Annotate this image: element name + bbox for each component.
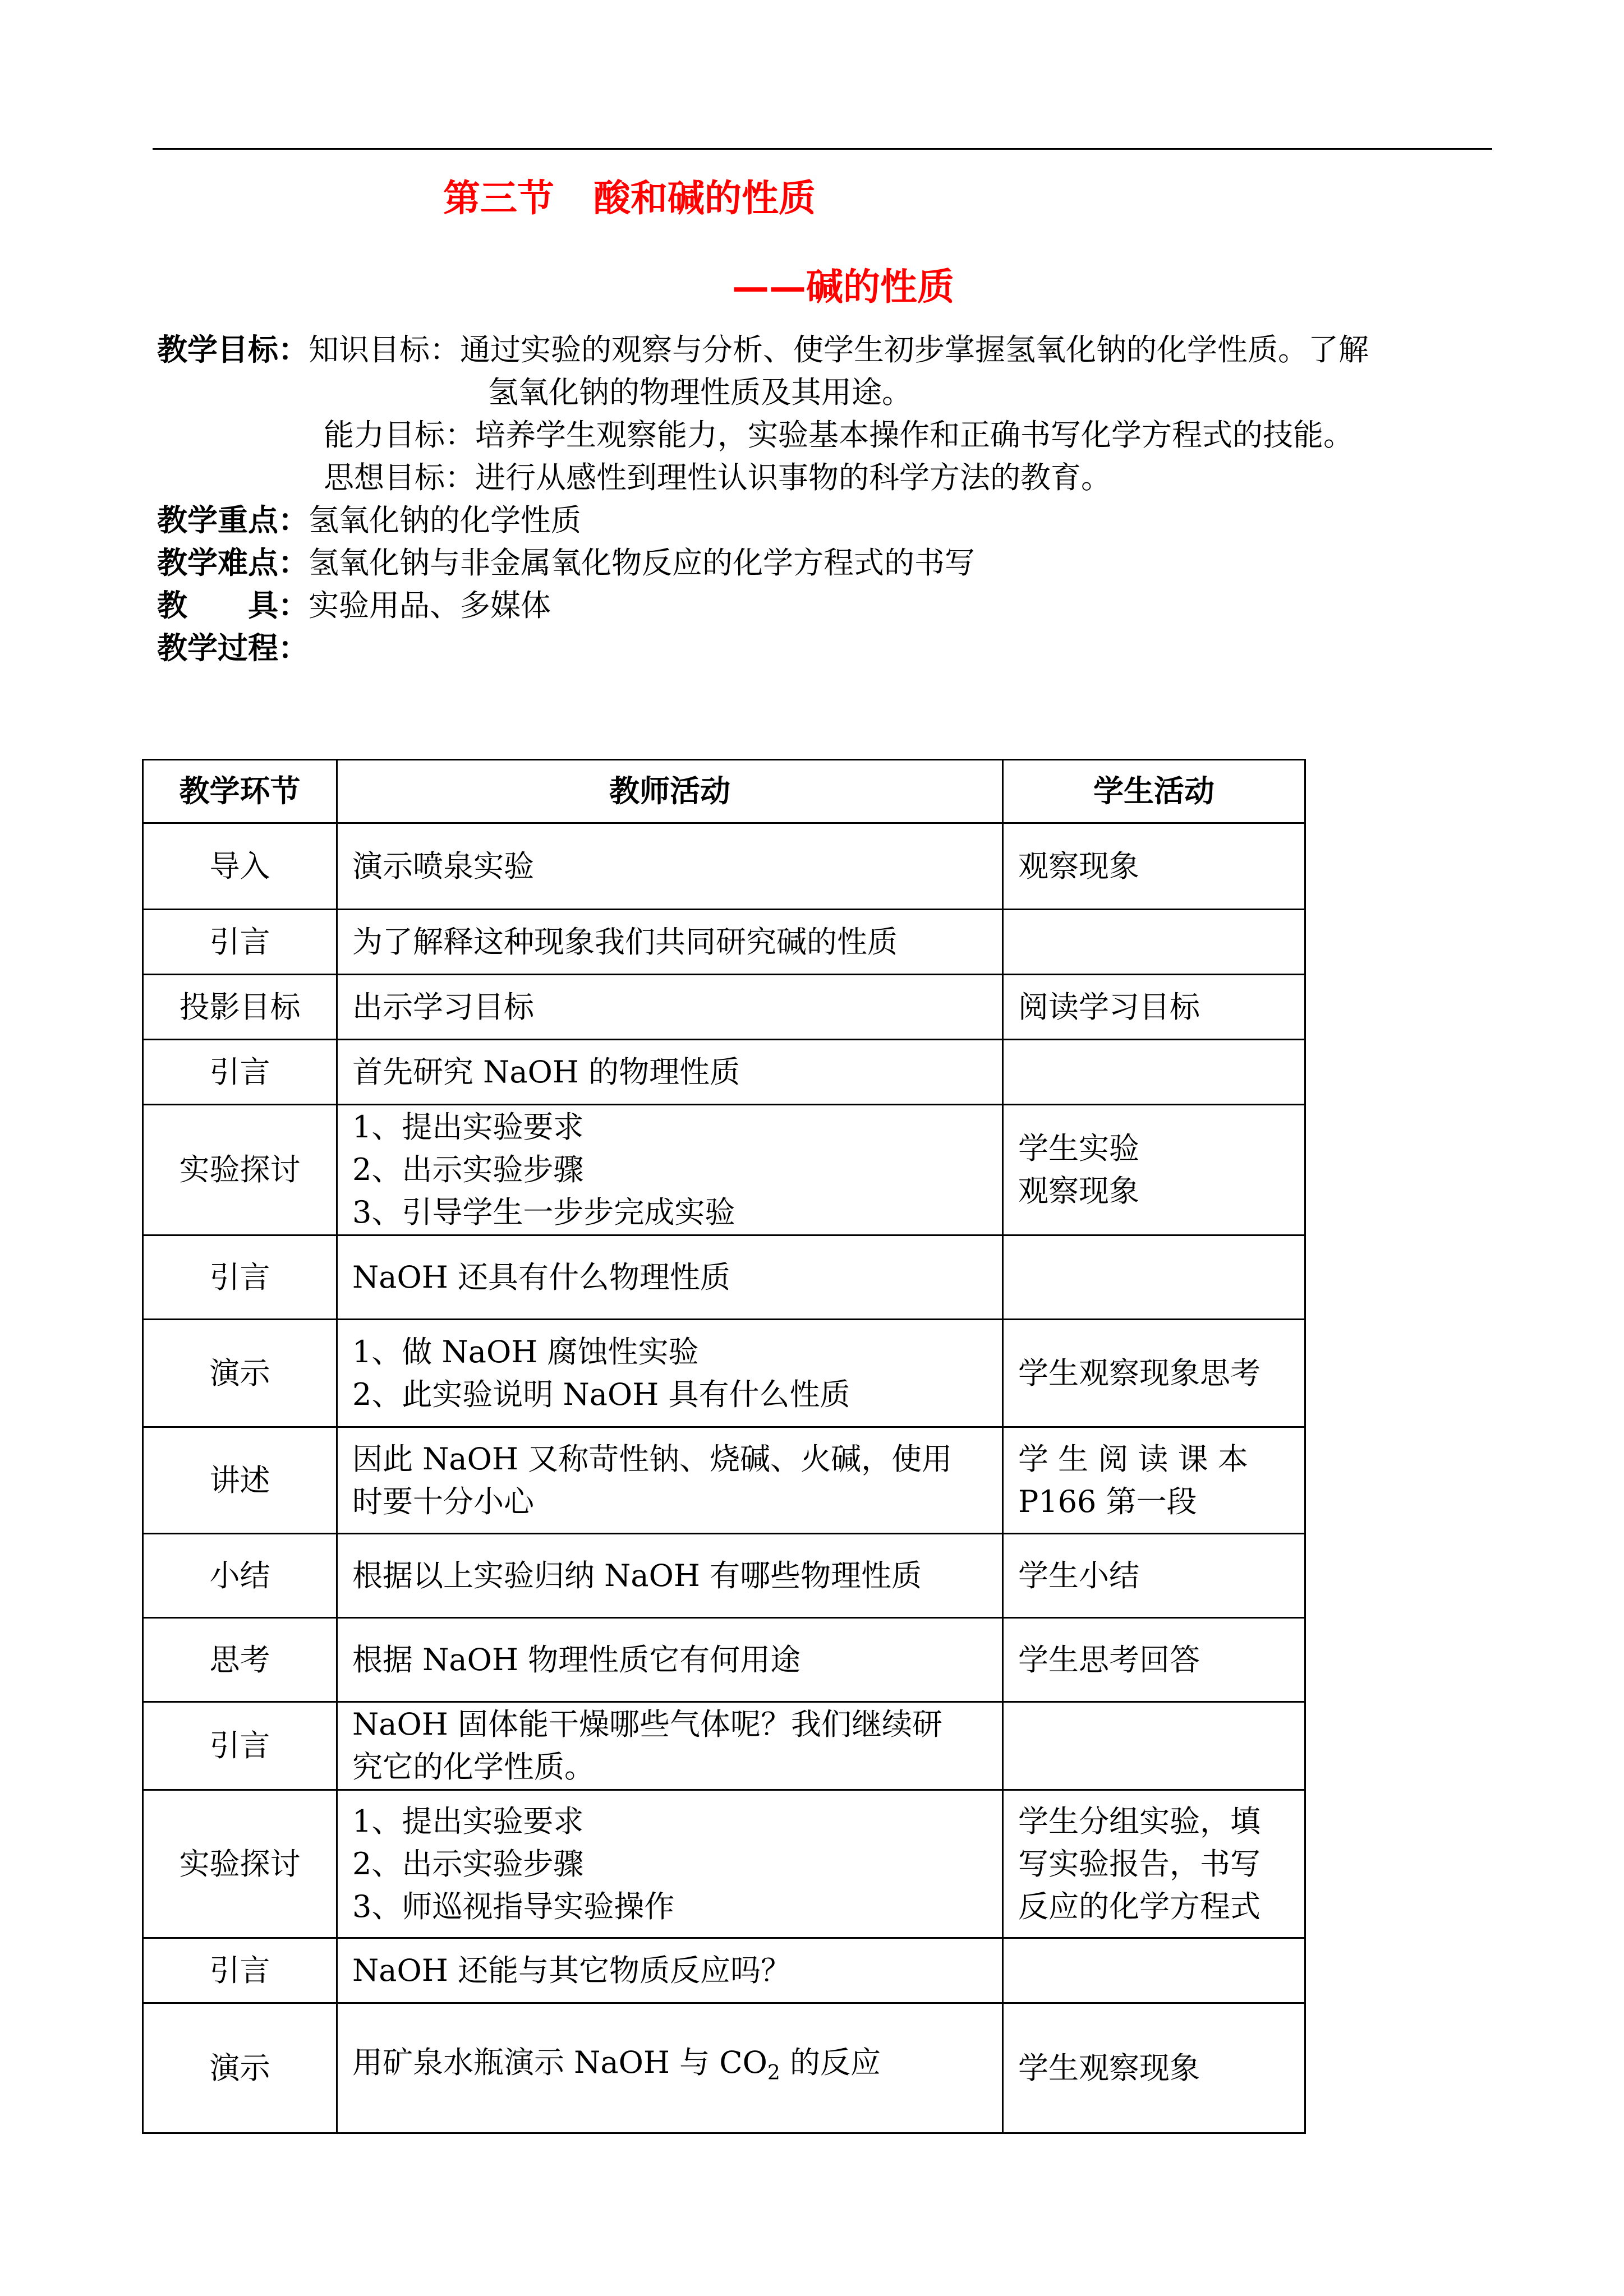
teacher-line: NaOH 还具有什么物理性质 — [352, 1259, 730, 1295]
student-line: 学生思考回答 — [1018, 1642, 1200, 1677]
student-cell — [1003, 910, 1305, 975]
student-cell — [1003, 975, 1305, 1040]
teacher-cell — [337, 910, 1003, 975]
key-point-label: 教学重点： — [157, 502, 309, 538]
ability-objective: 能力目标：培养学生观察能力，实验基本操作和正确书写化学方程式的技能。 — [324, 417, 1354, 453]
stage-cell: 引言 — [143, 1235, 337, 1320]
teacher-line: 用矿泉水瓶演示 NaOH 与 CO — [352, 2045, 767, 2081]
table-row — [143, 1702, 1305, 1790]
table-row — [143, 1534, 1305, 1618]
student-cell — [1003, 1427, 1305, 1534]
student-cell — [1003, 1790, 1305, 1938]
student-line: 阅读学习目标 — [1018, 989, 1200, 1025]
student-cell — [1003, 1534, 1305, 1618]
student-line: 观察现象 — [1018, 848, 1139, 884]
student-cell — [1003, 1618, 1305, 1702]
student-line: 反应的化学方程式 — [1018, 1888, 1260, 1924]
teacher-line: 演示喷泉实验 — [352, 848, 534, 884]
student-line: 学 生 阅 读 课 本 — [1018, 1441, 1248, 1477]
teacher-line: 1、提出实验要求 — [352, 1109, 584, 1145]
teacher-line: 2、此实验说明 NaOH 具有什么性质 — [352, 1376, 850, 1412]
stage-cell: 实验探讨 — [143, 1790, 337, 1938]
student-cell — [1003, 1938, 1305, 2003]
tools-text: 实验用品、多媒体 — [309, 588, 551, 623]
student-cell — [1003, 1105, 1305, 1235]
stage-cell: 实验探讨 — [143, 1105, 337, 1235]
teacher-cell — [337, 1427, 1003, 1534]
teacher-cell — [337, 1618, 1003, 1702]
objectives-row — [157, 329, 1369, 371]
tools-label-a: 教 — [157, 588, 187, 623]
tools-row — [157, 584, 551, 627]
table-row — [143, 1427, 1305, 1534]
table-row — [143, 2003, 1305, 2133]
header-stage: 教学环节 — [143, 760, 337, 823]
teacher-cell — [337, 975, 1003, 1040]
objectives-label: 教学目标： — [157, 332, 309, 367]
header-student: 学生活动 — [1003, 760, 1305, 823]
student-cell — [1003, 823, 1305, 910]
student-line: 学生观察现象 — [1018, 2050, 1200, 2086]
teacher-line: 1、做 NaOH 腐蚀性实验 — [352, 1334, 699, 1370]
key-point-row — [157, 499, 581, 542]
teacher-line: 究它的化学性质。 — [352, 1749, 595, 1785]
student-line: 学生观察现象思考 — [1018, 1355, 1260, 1391]
teacher-cell — [337, 1320, 1003, 1427]
section-number: 第三节 — [443, 176, 554, 220]
teacher-line: 为了解释这种现象我们共同研究碱的性质 — [352, 924, 898, 960]
teacher-line: NaOH 固体能干燥哪些气体呢？我们继续研 — [352, 1707, 942, 1742]
process-label-row — [157, 627, 309, 670]
table-row — [143, 975, 1305, 1040]
table-row — [143, 1618, 1305, 1702]
knowledge-objective-cont: 氢氧化钠的物理性质及其用途。 — [488, 375, 912, 410]
stage-cell: 引言 — [143, 1702, 337, 1790]
stage-cell: 导入 — [143, 823, 337, 910]
teacher-line-end: 的反应 — [789, 2045, 881, 2081]
table-row — [143, 823, 1305, 910]
table-row — [143, 1105, 1305, 1235]
stage-cell: 引言 — [143, 1938, 337, 2003]
student-cell — [1003, 1040, 1305, 1105]
student-line: P166 第一段 — [1018, 1483, 1197, 1519]
section-topic: 酸和碱的性质 — [594, 176, 816, 220]
teacher-cell — [337, 1790, 1003, 1938]
stage-cell: 引言 — [143, 910, 337, 975]
thought-objective: 思想目标：进行从感性到理性认识事物的科学方法的教育。 — [324, 460, 1111, 495]
student-line: 写实验报告，书写 — [1018, 1846, 1260, 1882]
table-row — [143, 910, 1305, 975]
table-header-row — [143, 760, 1305, 823]
knowledge-objective: 知识目标：通过实验的观察与分析、使学生初步掌握氢氧化钠的化学性质。了解 — [309, 332, 1369, 367]
teacher-cell — [337, 1702, 1003, 1790]
teacher-line: 2、出示实验步骤 — [352, 1152, 584, 1187]
teacher-cell — [337, 1534, 1003, 1618]
teacher-line: 1、提出实验要求 — [352, 1803, 584, 1839]
teaching-process-table — [142, 759, 1306, 2134]
stage-cell: 投影目标 — [143, 975, 337, 1040]
student-line: 学生实验 — [1018, 1131, 1139, 1166]
teacher-cell — [337, 1105, 1003, 1235]
co2-subscript: 2 — [767, 2061, 780, 2085]
student-cell — [1003, 1320, 1305, 1427]
teacher-line: 首先研究 NaOH 的物理性质 — [352, 1054, 740, 1090]
teacher-line: 因此 NaOH 又称苛性钠、烧碱、火碱，使用 — [352, 1441, 953, 1477]
table-row — [143, 1235, 1305, 1320]
stage-cell: 演示 — [143, 2003, 337, 2133]
teacher-line: 出示学习目标 — [352, 989, 534, 1025]
tools-label-b: 具： — [248, 588, 309, 623]
table-row — [143, 1320, 1305, 1427]
header-teacher: 教师活动 — [337, 760, 1003, 823]
stage-cell: 讲述 — [143, 1427, 337, 1534]
student-line: 观察现象 — [1018, 1173, 1139, 1209]
student-cell — [1003, 2003, 1305, 2133]
stage-cell: 引言 — [143, 1040, 337, 1105]
table-row — [143, 1040, 1305, 1105]
teacher-line: 根据 NaOH 物理性质它有何用途 — [352, 1642, 801, 1677]
teacher-cell — [337, 1235, 1003, 1320]
student-cell — [1003, 1235, 1305, 1320]
key-point-text: 氢氧化钠的化学性质 — [309, 502, 581, 538]
section-title — [443, 168, 816, 222]
teacher-cell — [337, 1938, 1003, 2003]
stage-cell: 演示 — [143, 1320, 337, 1427]
teacher-cell — [337, 2003, 1003, 2133]
student-line: 学生分组实验，填 — [1018, 1803, 1260, 1839]
stage-cell: 小结 — [143, 1534, 337, 1618]
teacher-cell — [337, 823, 1003, 910]
header-rule — [153, 148, 1492, 150]
table-row — [143, 1938, 1305, 2003]
teacher-line: 3、引导学生一步步完成实验 — [352, 1195, 735, 1230]
difficulty-row — [157, 542, 975, 584]
teacher-line: NaOH 还能与其它物质反应吗？ — [352, 1952, 791, 1988]
teacher-line: 3、师巡视指导实验操作 — [352, 1888, 675, 1924]
stage-cell: 思考 — [143, 1618, 337, 1702]
teacher-line: 根据以上实验归纳 NaOH 有哪些物理性质 — [352, 1557, 922, 1593]
student-line: 学生小结 — [1018, 1557, 1139, 1593]
teacher-cell — [337, 1040, 1003, 1105]
teacher-line: 2、出示实验步骤 — [352, 1846, 584, 1882]
difficulty-label: 教学难点： — [157, 545, 309, 580]
process-label: 教学过程： — [157, 630, 309, 666]
table-row — [143, 1790, 1305, 1938]
teacher-line: 时要十分小心 — [352, 1483, 534, 1519]
student-cell — [1003, 1702, 1305, 1790]
difficulty-text: 氢氧化钠与非金属氧化物反应的化学方程式的书写 — [309, 545, 975, 580]
section-subtitle: ——碱的性质 — [732, 265, 954, 308]
